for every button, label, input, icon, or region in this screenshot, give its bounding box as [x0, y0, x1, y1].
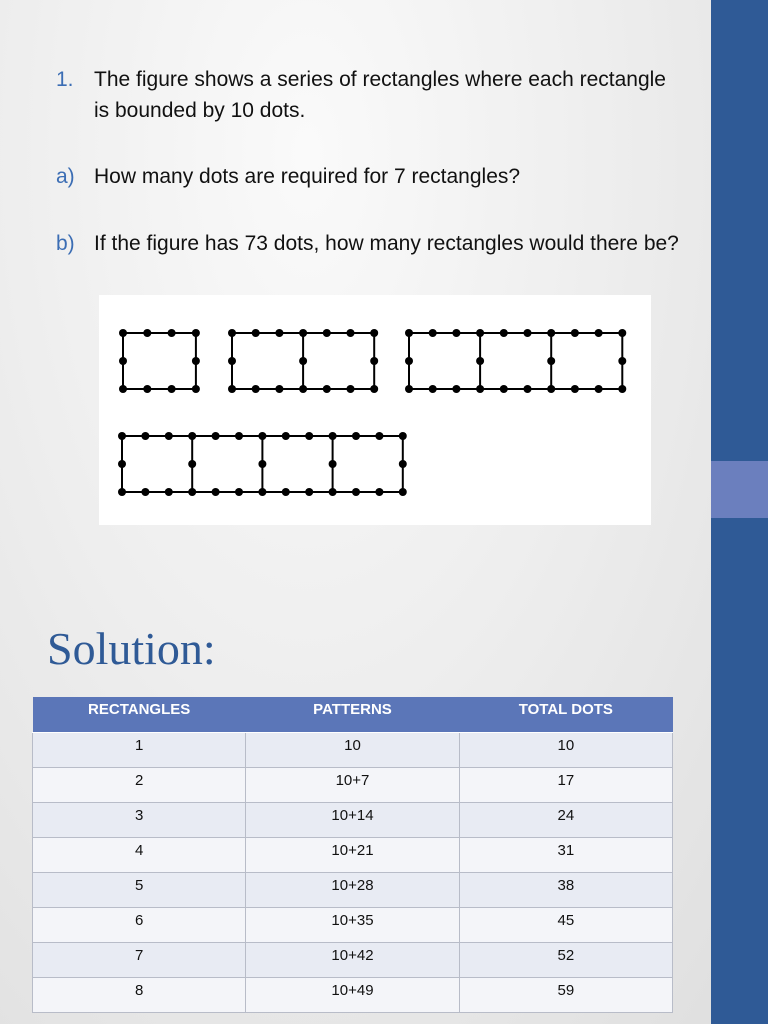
question-b-text: If the figure has 73 dots, how many rectangles would there be? [94, 232, 679, 255]
dot [165, 432, 173, 440]
dot [143, 385, 151, 393]
dot [192, 329, 200, 337]
question-a-text: How many dots are required for 7 rectangles? [94, 165, 521, 188]
pattern-cell: 10+14 [246, 802, 459, 837]
table-row [33, 942, 673, 977]
dot [228, 329, 236, 337]
table-row [33, 767, 673, 802]
table-row [33, 977, 673, 1012]
dot [347, 385, 355, 393]
dot [500, 385, 508, 393]
dot [375, 488, 383, 496]
dot [618, 357, 626, 365]
dot [165, 488, 173, 496]
dot [595, 385, 603, 393]
dot [399, 432, 407, 440]
table-row [33, 907, 673, 942]
total-dots-cell: 24 [459, 802, 672, 837]
dot [235, 488, 243, 496]
dot [252, 385, 260, 393]
dot [282, 488, 290, 496]
dot [119, 357, 127, 365]
dot [275, 385, 283, 393]
dot [571, 385, 579, 393]
dot [476, 385, 484, 393]
dot [329, 432, 337, 440]
dot [370, 357, 378, 365]
dot [188, 432, 196, 440]
total-dots-cell: 45 [459, 907, 672, 942]
dot [299, 385, 307, 393]
dot [370, 329, 378, 337]
solution-title: Solution: [47, 623, 216, 674]
table-row [33, 732, 673, 767]
solution-table [32, 697, 673, 1013]
rectangles-cell: 6 [33, 907, 246, 942]
dot [228, 385, 236, 393]
dot [323, 329, 331, 337]
dot [119, 329, 127, 337]
rectangles-cell: 3 [33, 802, 246, 837]
dot [118, 488, 126, 496]
dot [452, 385, 460, 393]
slide-side-tab [711, 461, 768, 518]
dot [547, 329, 555, 337]
dot [299, 329, 307, 337]
dot [405, 329, 413, 337]
total-dots-cell: 52 [459, 942, 672, 977]
total-dots-cell: 31 [459, 837, 672, 872]
dot [452, 329, 460, 337]
rectangles-cell: 8 [33, 977, 246, 1012]
dot [235, 432, 243, 440]
dot [399, 460, 407, 468]
dot [429, 385, 437, 393]
table-row [33, 802, 673, 837]
dot [524, 385, 532, 393]
dot [188, 488, 196, 496]
dot [275, 329, 283, 337]
dot [618, 385, 626, 393]
dot [305, 432, 313, 440]
dot [500, 329, 508, 337]
table-header-row [33, 697, 673, 732]
pattern-cell: 10+21 [246, 837, 459, 872]
dot [370, 385, 378, 393]
dot [212, 488, 220, 496]
total-dots-cell: 59 [459, 977, 672, 1012]
rectangle-group-4 [118, 432, 407, 496]
pattern-cell: 10 [246, 732, 459, 767]
dot [212, 432, 220, 440]
header-total-dots: TOTAL DOTS [459, 697, 672, 732]
question-1-text: The figure shows a series of rectangles where each rectangle is bounded by 10 dots. [94, 68, 666, 122]
question-1 [56, 64, 686, 126]
dot [329, 460, 337, 468]
dot [571, 329, 579, 337]
dot-rectangles-figure [99, 295, 651, 525]
dot [305, 488, 313, 496]
dot [429, 329, 437, 337]
rectangle-group-2 [228, 329, 378, 393]
rectangles-cell: 5 [33, 872, 246, 907]
total-dots-cell: 10 [459, 732, 672, 767]
dot [547, 357, 555, 365]
dot [258, 488, 266, 496]
dot [375, 432, 383, 440]
dot [168, 385, 176, 393]
dot [282, 432, 290, 440]
dot [618, 329, 626, 337]
question-b-label: b) [56, 232, 75, 255]
dot [347, 329, 355, 337]
dot [118, 460, 126, 468]
table-row [33, 872, 673, 907]
total-dots-cell: 17 [459, 767, 672, 802]
question-b [56, 228, 686, 259]
pattern-cell: 10+28 [246, 872, 459, 907]
dot [476, 329, 484, 337]
table-body [33, 732, 673, 1012]
dot [399, 488, 407, 496]
rectangles-cell: 1 [33, 732, 246, 767]
dot [188, 460, 196, 468]
rectangles-cell: 4 [33, 837, 246, 872]
question-a-label: a) [56, 165, 75, 188]
dot [323, 385, 331, 393]
header-patterns: PATTERNS [246, 697, 459, 732]
rectangles-cell: 2 [33, 767, 246, 802]
dot [299, 357, 307, 365]
dot [405, 357, 413, 365]
total-dots-cell: 38 [459, 872, 672, 907]
pattern-cell: 10+42 [246, 942, 459, 977]
pattern-cell: 10+49 [246, 977, 459, 1012]
dot [258, 460, 266, 468]
table-row [33, 837, 673, 872]
rectangle-group-3 [405, 329, 626, 393]
question-1-number: 1. [56, 68, 74, 91]
dot [192, 357, 200, 365]
header-rectangles: RECTANGLES [33, 697, 246, 732]
dot [228, 357, 236, 365]
dot [547, 385, 555, 393]
dot [476, 357, 484, 365]
dot [405, 385, 413, 393]
rectangle-group-1 [119, 329, 200, 393]
dot [595, 329, 603, 337]
dot [141, 488, 149, 496]
dot [119, 385, 127, 393]
question-a [56, 161, 686, 192]
pattern-cell: 10+7 [246, 767, 459, 802]
dot [168, 329, 176, 337]
pattern-cell: 10+35 [246, 907, 459, 942]
dot [352, 488, 360, 496]
dot-rectangles-drawing [99, 295, 651, 525]
dot [192, 385, 200, 393]
dot [118, 432, 126, 440]
dot [252, 329, 260, 337]
dot [143, 329, 151, 337]
dot [258, 432, 266, 440]
dot [329, 488, 337, 496]
rectangles-cell: 7 [33, 942, 246, 977]
dot [352, 432, 360, 440]
dot [524, 329, 532, 337]
dot [141, 432, 149, 440]
